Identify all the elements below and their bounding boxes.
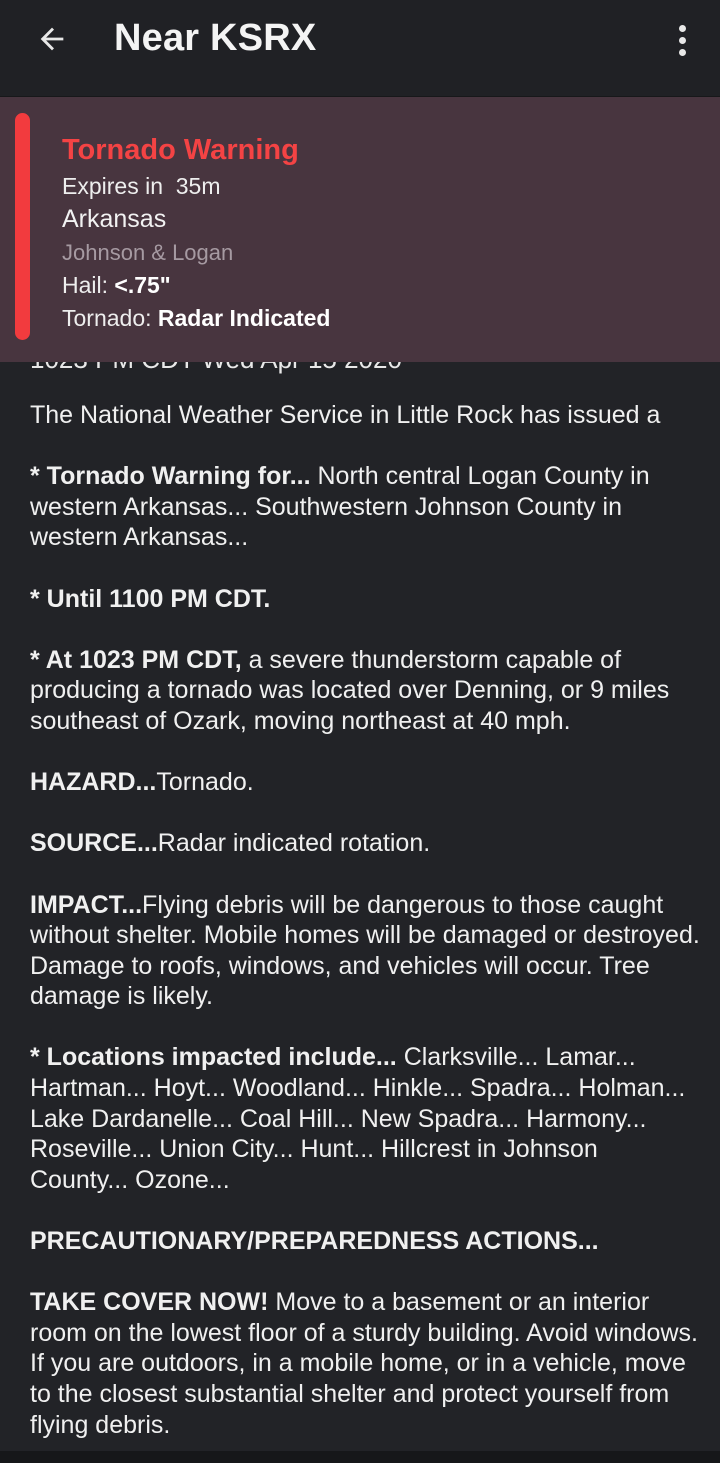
bottom-edge (0, 1451, 720, 1463)
back-button[interactable] (24, 15, 80, 63)
alert-state: Arkansas (62, 205, 167, 233)
source-paragraph: SOURCE...Radar indicated rotation. (30, 829, 431, 858)
until-paragraph: * Until 1100 PM CDT. (30, 584, 271, 613)
intro-paragraph: The National Weather Service in Little Rock has issued a (30, 401, 661, 429)
hazard-paragraph: HAZARD...Tornado. (30, 768, 254, 797)
tornado-line: Tornado: Radar Indicated (62, 305, 331, 331)
take-cover-paragraph: TAKE COVER NOW! Move to a basement or an interior room on the lowest floor of a sturdy building. Avoid windows. If you are outdoors, in a mobile home, or in a vehicle, move to the closest substantial shelter and protect yourself from flying debris. (30, 1288, 698, 1439)
severity-indicator-bar (15, 113, 30, 340)
alert-details (62, 131, 330, 335)
page-title: Near KSRX (114, 17, 317, 59)
more-vert-icon (679, 25, 686, 32)
more-options-button[interactable] (666, 18, 698, 62)
alert-title: Tornado Warning (62, 134, 299, 166)
alert-counties: Johnson & Logan (62, 240, 234, 265)
hail-line: Hail: <.75" (62, 272, 171, 298)
expires-line: Expires in 35m (62, 173, 221, 199)
tornado-warning-card[interactable] (0, 97, 720, 362)
locations-paragraph: * Locations impacted include... Clarksville... Lamar... Hartman... Hoyt... Woodland... Hinkle... Spadra... Holman... Lake Dardanelle... Coal Hill... New Spadra... Harmony... Roseville... Union City... Hunt... Hillcrest in Johnson County... Ozone... (30, 1043, 686, 1194)
warning-text-scroll[interactable] (0, 340, 720, 1450)
top-app-bar (0, 0, 720, 97)
warning-body (30, 400, 700, 1450)
warning-for-paragraph: * Tornado Warning for... North central Logan County in western Arkansas... Southwestern Johnson County in western Arkansas... (30, 462, 650, 552)
arrow-left-icon (35, 22, 69, 56)
impact-paragraph: IMPACT...Flying debris will be dangerous to those caught without shelter. Mobile homes will be damaged or destroyed. Damage to roofs, windows, and vehicles will occur. Tree damage is likely. (30, 890, 700, 1011)
at-paragraph: * At 1023 PM CDT, a severe thunderstorm capable of producing a tornado was located over Denning, or 9 miles southeast of Ozark, moving northeast at 40 mph. (30, 645, 670, 735)
precaution-heading: PRECAUTIONARY/PREPAREDNESS ACTIONS... (30, 1227, 599, 1256)
